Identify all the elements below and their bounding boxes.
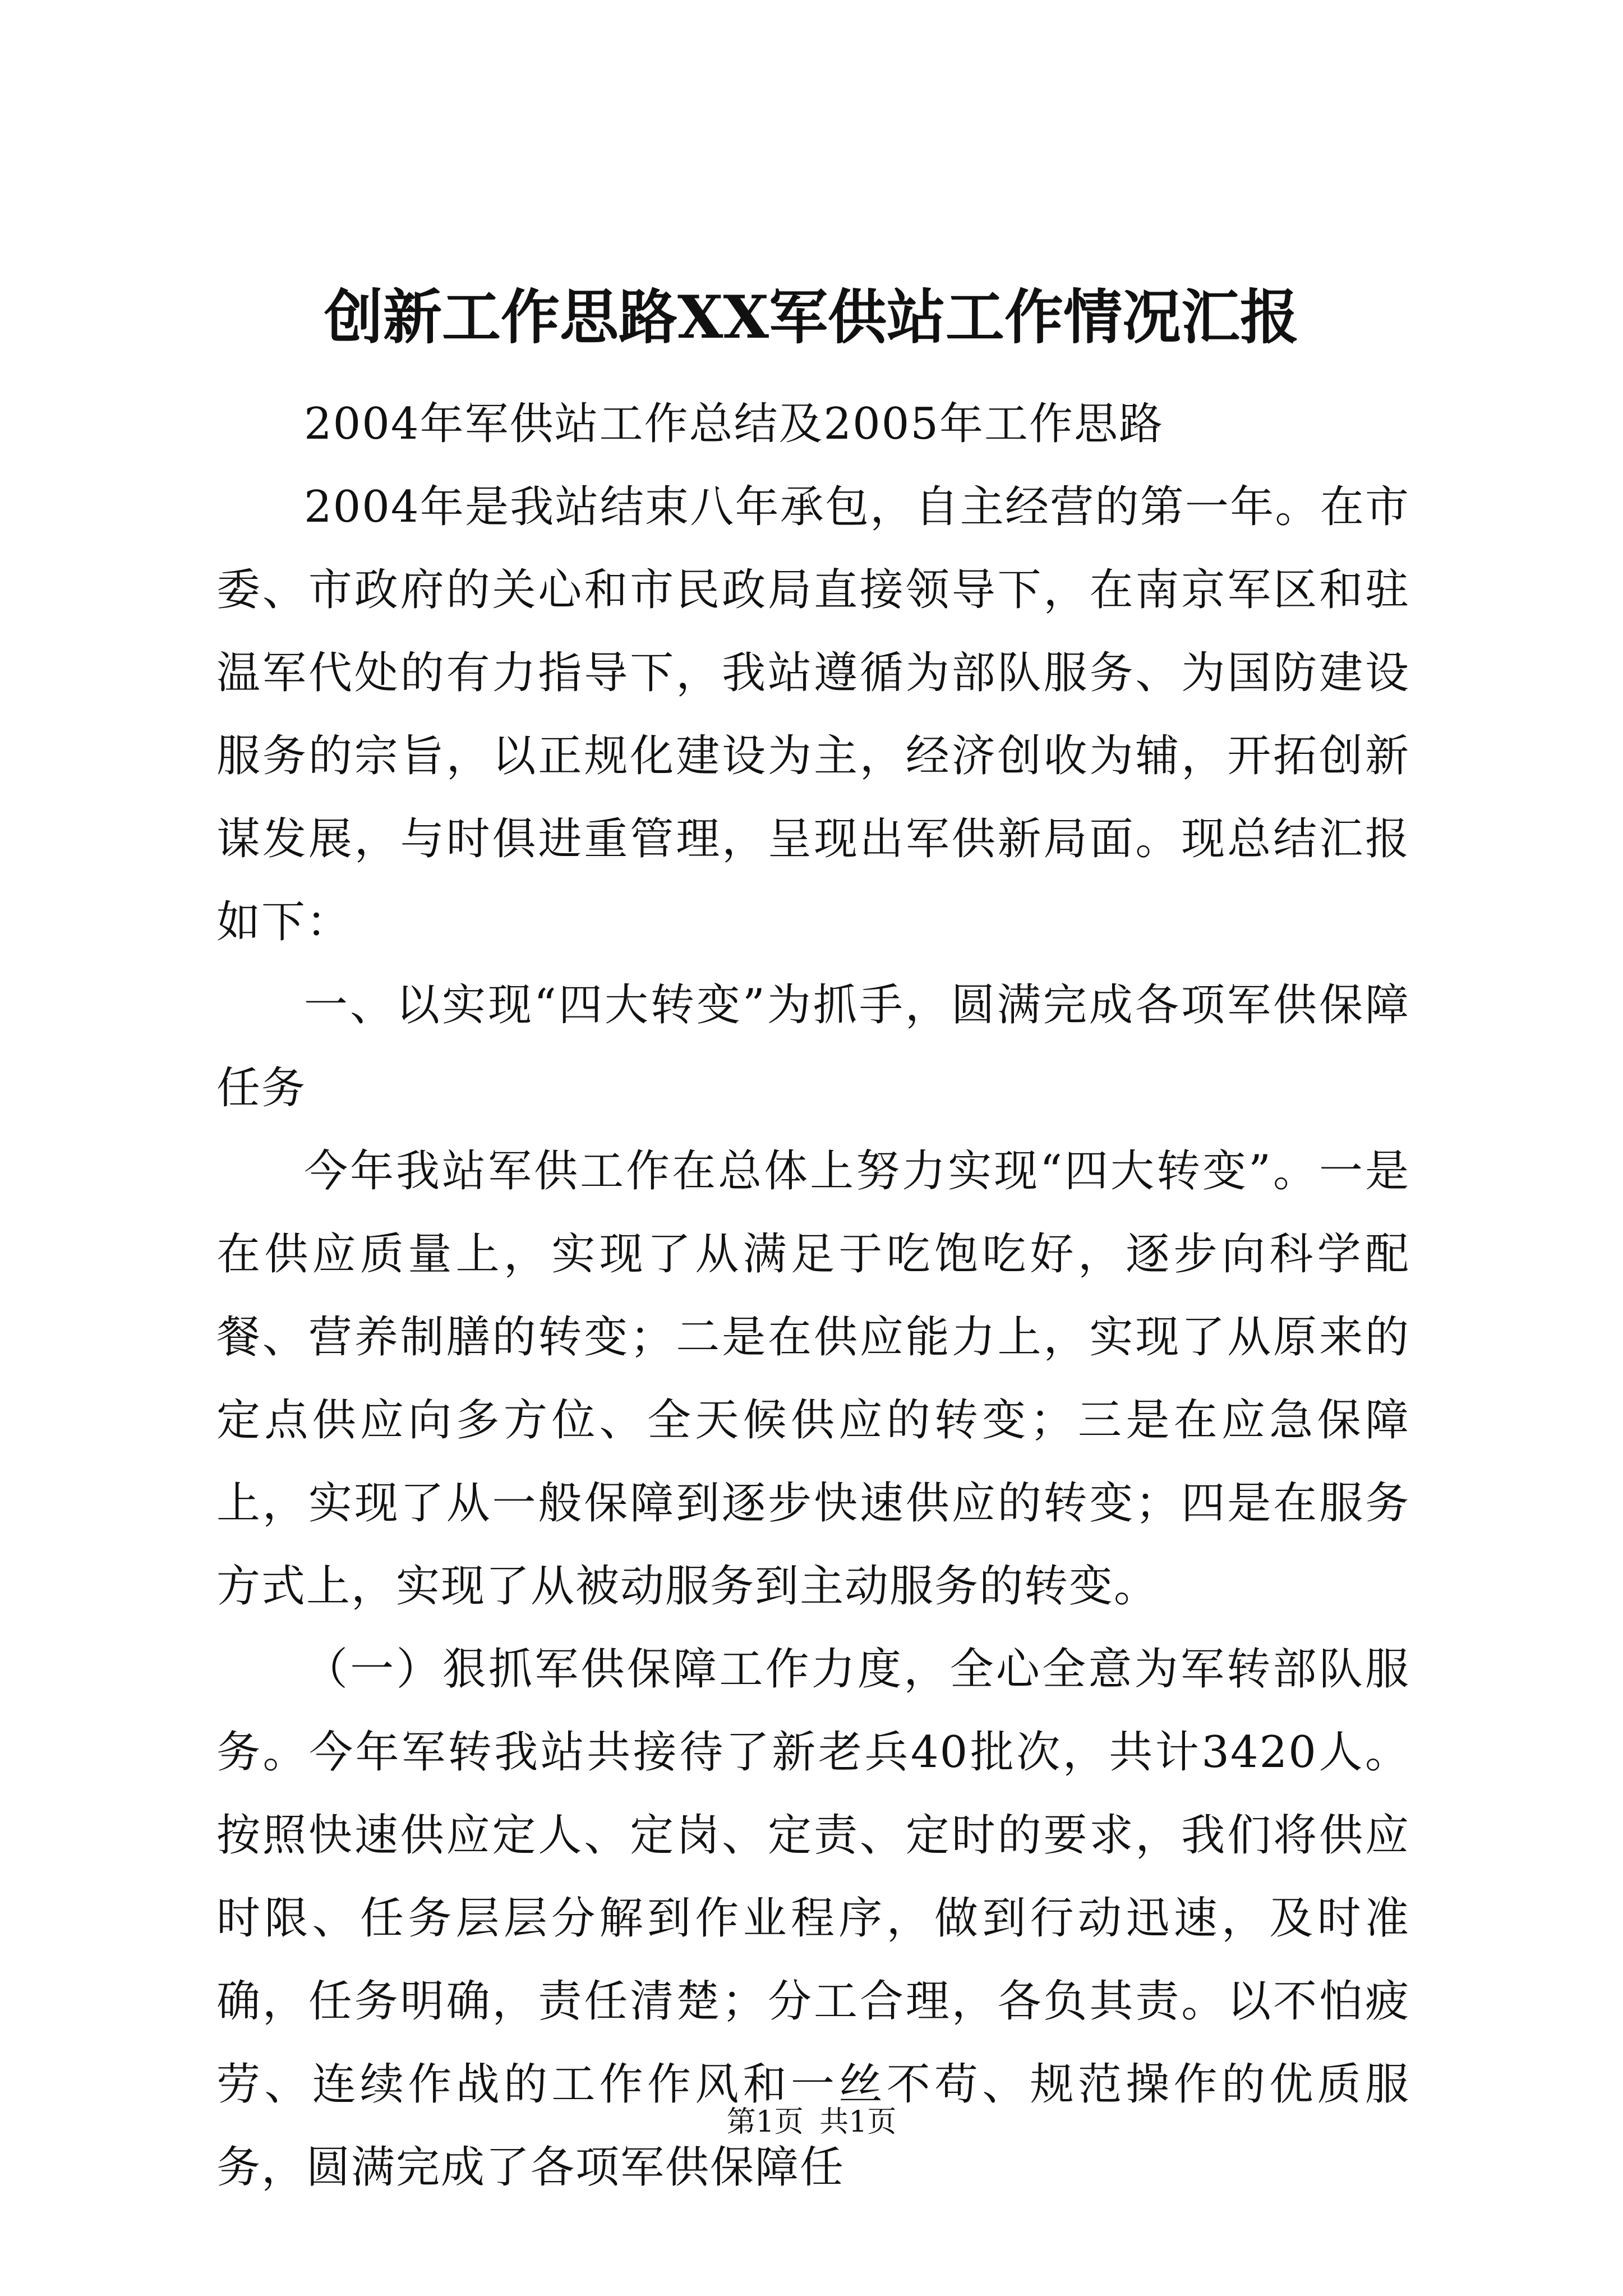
page-number: 第1页: [726, 2105, 804, 2139]
section-heading-1: 一、以实现“四大转变”为抓手，圆满完成各项军供保障任务: [216, 980, 1410, 1114]
paragraph-subtitle: 2004年军供站工作总结及2005年工作思路: [304, 399, 1164, 449]
paragraph-intro: 2004年是我站结束八年承包，自主经营的第一年。在市委、市政府的关心和市民政局直接领导下，在南京军区和驻温军代处的有力指导下，我站遵循为部队服务、为国防建设服务的宗旨，以正规化建设为主，经济创收为辅，开拓创新谋发展，与时俱进重管理，呈现出军供新局面。现总结汇报如下：: [216, 482, 1410, 947]
paragraph-four-changes: 今年我站军供工作在总体上努力实现“四大转变”。一是在供应质量上，实现了从满足于吃饱吃好，逐步向科学配餐、营养制膳的转变；二是在供应能力上，实现了从原来的定点供应向多方位、全天候供应的转变；三是在应急保障上，实现了从一般保障到逐步快速供应的转变；四是在服务方式上，实现了从被动服务到主动服务的转变。: [216, 1146, 1410, 1612]
page-total: 共1页: [819, 2105, 897, 2139]
document-body: [216, 383, 1410, 2209]
paragraph-subsection-1: （一）狠抓军供保障工作力度，全心全意为军转部队服务。今年军转我站共接待了新老兵40批次，共计3420人。按照快速供应定人、定岗、定责、定时的要求，我们将供应时限、任务层层分解到作业程序，做到行动迅速，及时准确，任务明确，责任清楚；分工合理，各负其责。以不怕疲劳、连续作战的工作作风和一丝不苟、规范操作的优质服务，圆满完成了各项军供保障任: [216, 1644, 1410, 2193]
page-footer: [0, 2102, 1623, 2142]
document-title: 创新工作思路XX军供站工作情况汇报: [324, 282, 1299, 352]
